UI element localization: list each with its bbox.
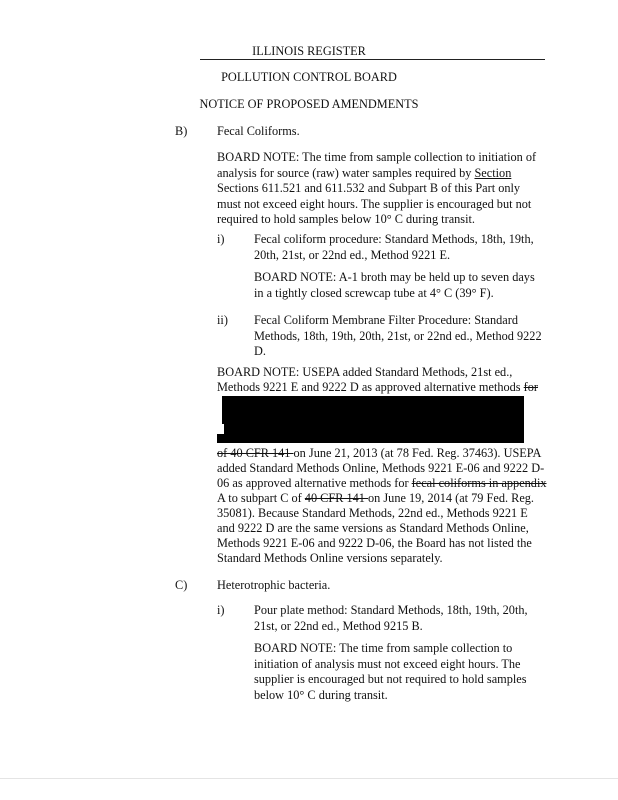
board-note-prefix: BOARD NOTE: The time from sample collection to initiation of analysis for source (raw) water samples required by [217,150,537,180]
board-note-suffix: Sections 611.521 and 611.532 and Subpart B of this Part only must not exceed eight hours. The supplier is encouraged but not required to hold samples below 10° C during transit. [217,181,532,226]
item-b-i-label: i) [217,232,225,246]
usepa-note-line-8: added Standard Methods Online, Methods 9221 E-06 and 9222 D- [217,461,545,475]
usepa-note-line-13: Methods 9221 E-06 and 9222 D-06, the Board has not listed the [217,536,532,550]
usepa-note-struck-for: for [523,380,539,394]
item-c-i-note: BOARD NOTE: The time from sample collection to initiation of analysis must not exceed eight hours. The supplier is encouraged but not required to hold samples below 10° C during transit. [254,641,527,702]
notice-title: NOTICE OF PROPOSED AMENDMENTS [199,97,419,111]
usepa-note-line-14: Standard Methods Online versions separately. [217,551,443,565]
item-b-i-note: BOARD NOTE: A-1 broth may be held up to seven days in a tightly closed screwcap tube at 4° C (39° F). [254,270,535,300]
usepa-note-line-10-end: on June 19, 2014 (at 79 Fed. Reg. [368,491,535,505]
usepa-note-line-2 [217,380,538,396]
section-b-label: B) [175,124,188,138]
usepa-note-line-11: 35081). Because Standard Methods, 22nd ed., Methods 9221 E [217,506,528,520]
item-b-i-text: Fecal coliform procedure: Standard Methods, 18th, 19th, 20th, 21st, or 22nd ed., Method 9221 E. [254,232,534,262]
usepa-note-line-9 [217,476,547,492]
usepa-note-line-10-text: A to subpart C of [217,491,305,505]
section-b-title: Fecal Coliforms. [217,124,300,138]
item-c-i-label: i) [217,603,225,617]
section-c-label: C) [175,578,188,592]
usepa-note-line-1: BOARD NOTE: USEPA added Standard Methods, 21st ed., [217,365,513,379]
usepa-note-line-9-text: 06 as approved alternative methods for [217,476,412,490]
section-b-board-note [217,150,542,228]
usepa-note-line-10 [217,491,534,507]
item-b-ii-text: Fecal Coliform Membrane Filter Procedure: Standard Methods, 18th, 19th, 20th, 21st, or 22nd ed., Method 9222 D. [254,313,542,358]
usepa-note-line-7-text: on June 21, 2013 (at 78 Fed. Reg. 37463). USEPA [293,446,542,460]
usepa-note-line-12: and 9222 D are the same versions as Standard Methods Online, [217,521,529,535]
usepa-note-struck-cfr: of 40 CFR 141 [217,446,294,460]
redaction-bar [222,404,524,424]
usepa-note-struck-cfr-2: 40 CFR 141 [304,491,369,505]
agency-name: POLLUTION CONTROL BOARD [221,70,397,84]
header-rule [200,59,545,60]
board-note-underlined: Section [474,165,512,180]
register-title: ILLINOIS REGISTER [252,44,366,58]
item-c-i-text: Pour plate method: Standard Methods, 18th, 19th, 20th, 21st, or 22nd ed., Method 9215 B. [254,603,528,633]
item-b-ii-label: ii) [217,313,228,327]
section-c-title: Heterotrophic bacteria. [217,578,331,592]
usepa-note-line-7 [217,446,541,462]
redaction-bar [217,434,524,443]
usepa-note-line-2-text: Methods 9221 E and 9222 D as approved alternative methods [217,380,524,394]
footer-rule [0,778,618,779]
usepa-note-struck-appendix: fecal coliforms in appendix [411,476,547,490]
